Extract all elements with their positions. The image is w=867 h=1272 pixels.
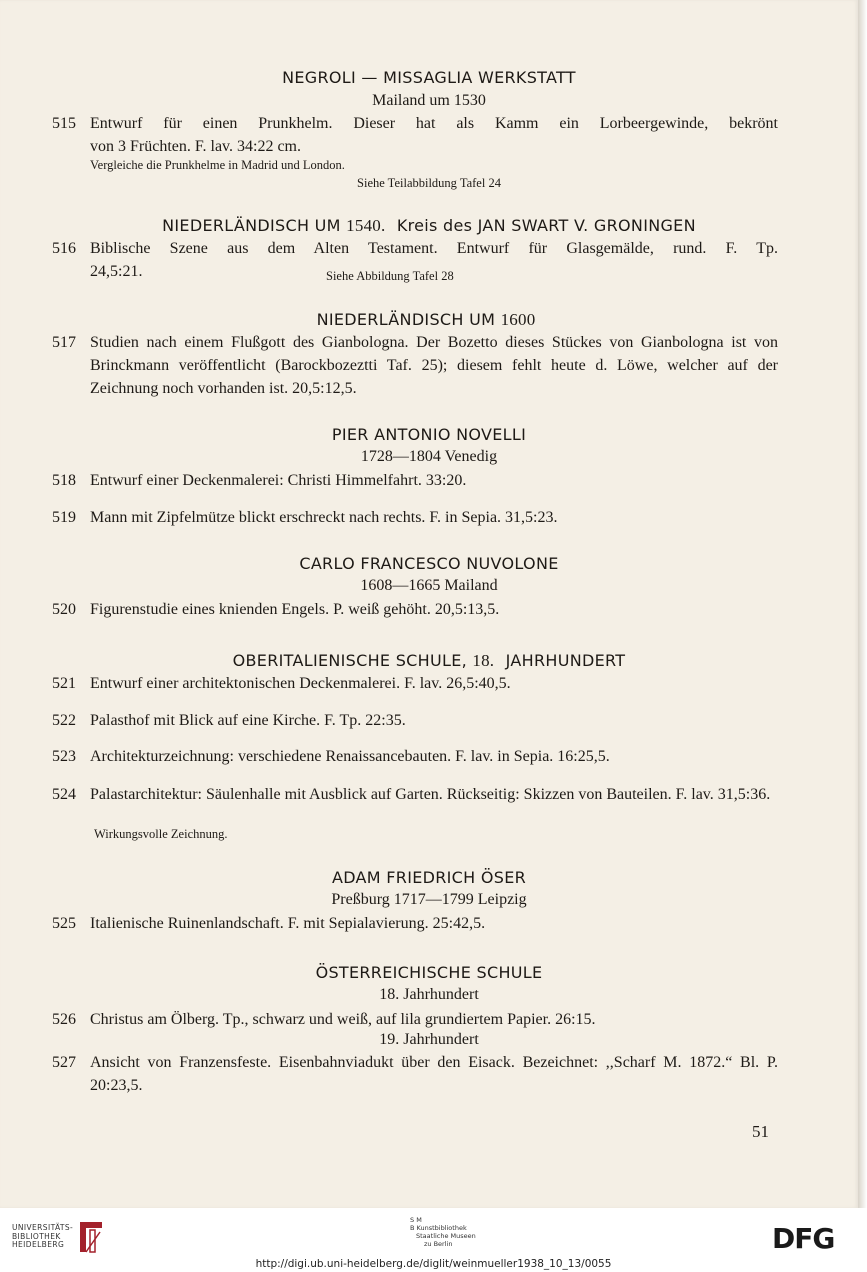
heading-rest: JAHRHUNDERT [505,651,626,670]
section-subheading: Mailand um 1530 [372,92,486,109]
entry-text: Ansicht von Franzensfeste. Eisenbahnviadukt über den Eisack. Bezeichnet: ,,Scharf M. 1872.“ Bl. P. 20:23,5. [90,1054,778,1094]
section-heading [0,651,858,671]
entry-number: 526 [52,1011,76,1028]
section-heading [0,310,858,330]
sm-line-3: Staatliche Museen [416,1232,476,1240]
section-heading: PIER ANTONIO NOVELLI [331,425,527,444]
section-heading: CARLO FRANCESCO NUVOLONE [299,554,559,573]
plate-reference: Siehe Teilabbildung Tafel 24 [357,176,501,190]
entry-text: Entwurf einer architektonischen Deckenmalerei. F. lav. 26,5:40,5. [90,675,511,692]
entry-number: 521 [52,675,76,692]
catalog-entry [52,783,778,806]
entry-text: Palastarchitektur: Säulenhalle mit Ausblick auf Garten. Rückseitig: Skizzen von Bauteilen. F. lav. 31,5:36. [90,786,771,803]
catalog-entry [52,672,778,695]
footer-bar [0,1208,867,1272]
page-edge [858,0,867,1208]
university-library-label[interactable] [12,1224,73,1250]
entry-number: 519 [52,509,76,526]
sm-line-2: B Kunstbibliothek [410,1224,467,1232]
catalog-entry [52,469,778,492]
section-heading: NEGROLI — MISSAGLIA WERKSTATT [282,68,576,87]
entry-text: Italienische Ruinenlandschaft. F. mit Sepialavierung. 25:42,5. [90,915,486,932]
entry-number: 523 [52,748,76,765]
entry-text: Christus am Ölberg. Tp., schwarz und weiß, auf lila grundiertem Papier. 26:15. [90,1011,596,1028]
heidelberg-logo-icon[interactable] [78,1220,104,1254]
section-subheading: 1728—1804 Venedig [360,448,498,465]
catalog-entry [52,912,778,935]
heading-main: NIEDERLÄNDISCH UM [316,310,496,329]
entry-text: Entwurf für einen Prunkhelm. Dieser hat als Kamm ein Lorbeergewinde, bekrönt [90,115,778,132]
heading-main: NIEDERLÄNDISCH UM [162,216,341,235]
entry-number: 517 [52,334,76,351]
section-subheading: Preßburg 1717—1799 Leipzig [331,891,527,908]
university-line-2: BIBLIOTHEK [12,1231,61,1241]
heading-rest: Kreis des JAN SWART V. GRONINGEN [396,216,696,235]
entry-number: 520 [52,601,76,618]
entry-text: Palasthof mit Blick auf eine Kirche. F. Tp. 22:35. [90,712,406,729]
section-subheading: 18. Jahrhundert [379,986,479,1003]
section-heading: ADAM FRIEDRICH ÖSER [331,868,527,887]
entry-text-continued: von 3 Früchten. F. lav. 34:22 cm. [90,138,301,155]
entry-text: Entwurf einer Deckenmalerei: Christi Himmelfahrt. 33:20. [90,472,467,489]
entry-text-continued: 24,5:21. [90,263,143,280]
entry-note: Wirkungsvolle Zeichnung. [94,827,228,841]
entry-number: 524 [52,786,76,803]
university-line-3: HEIDELBERG [12,1240,65,1249]
permalink-url[interactable]: http://digi.ub.uni-heidelberg.de/diglit/weinmueller1938_10_13/0055 [255,1258,612,1270]
sm-line-4: zu Berlin [424,1240,453,1248]
kunstbibliothek-label[interactable] [410,1216,476,1248]
entry-text: Biblische Szene aus dem Alten Testament. Entwurf für Glasgemälde, rund. F. Tp. [90,240,778,257]
entry-note: Vergleiche die Prunkhelme in Madrid und London. [90,158,345,172]
section-subheading: 19. Jahrhundert [379,1031,479,1048]
entry-number: 518 [52,472,76,489]
catalog-entry [52,506,778,529]
plate-reference: Siehe Abbildung Tafel 28 [326,269,454,283]
catalog-entry [52,112,778,158]
entry-number: 516 [52,240,76,257]
catalog-entry [52,598,778,621]
entry-number: 527 [52,1054,76,1071]
section-heading [0,216,858,236]
heading-main: OBERITALIENISCHE SCHULE, [232,651,467,670]
dfg-logo[interactable]: DFG [772,1222,835,1255]
sm-line-1: S M [410,1216,422,1224]
university-line-1: UNIVERSITÄTS- [12,1223,74,1232]
heading-year: 1540. [346,216,386,235]
entry-text: Architekturzeichnung: verschiedene Renaissancebauten. F. lav. in Sepia. 16:25,5. [90,748,610,765]
catalog-entry [52,709,778,732]
catalog-entry [52,1008,778,1031]
catalog-entry [52,331,778,400]
section-heading: ÖSTERREICHISCHE SCHULE [315,963,543,982]
catalog-entry [52,745,778,768]
entry-number: 515 [52,115,76,132]
section-subheading: 1608—1665 Mailand [360,577,498,594]
entry-text: Studien nach einem Flußgott des Gianbologna. Der Bozetto dieses Stückes von Gianbologna ist von Brinckmann veröffentlicht (Barockbozeztti Taf. 25); diesem fehlt heute d. Löwe, welcher auf der Zeichnung noch vorhanden ist. 20,5:12,5. [90,334,778,397]
page-number: 51 [752,1122,769,1141]
entry-text: Figurenstudie eines knienden Engels. P. weiß gehöht. 20,5:13,5. [90,601,500,618]
heading-year: 1600 [500,310,536,329]
heading-year: 18. [472,651,495,670]
entry-text: Mann mit Zipfelmütze blickt erschreckt nach rechts. F. in Sepia. 31,5:23. [90,509,558,526]
entry-number: 522 [52,712,76,729]
entry-number: 525 [52,915,76,932]
catalog-entry [52,1051,778,1097]
